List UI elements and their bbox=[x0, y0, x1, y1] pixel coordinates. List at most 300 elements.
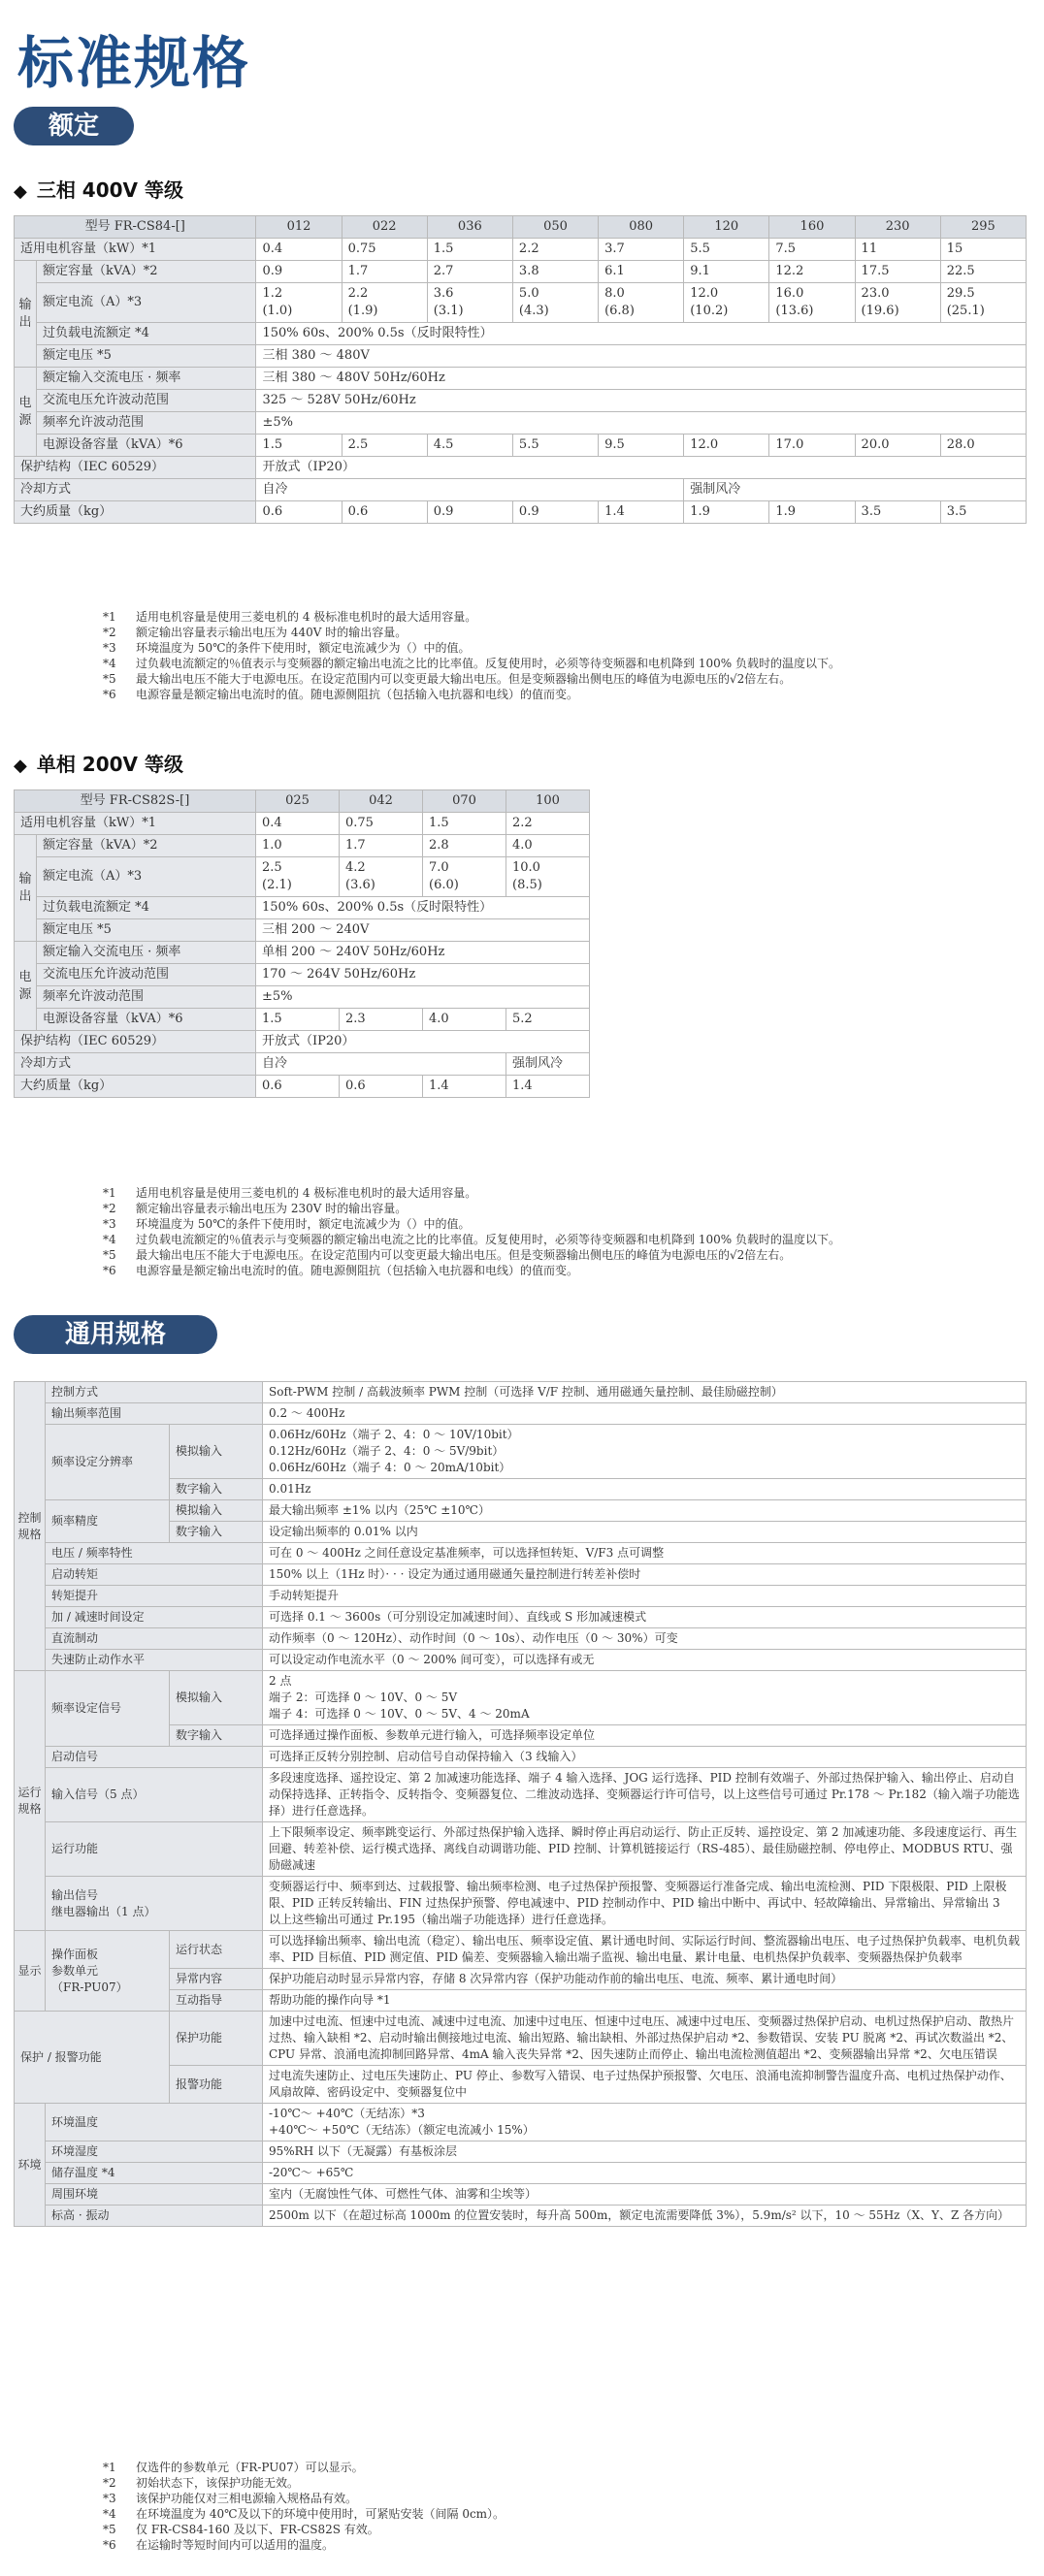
row-label: 适用电机容量（kW）*1 bbox=[15, 239, 256, 261]
footnote-marker: *1 bbox=[103, 1186, 116, 1200]
footnote bbox=[97, 625, 840, 640]
footnote-marker: *5 bbox=[103, 1248, 116, 1262]
table-row bbox=[15, 1931, 1027, 1969]
row-label: 保护结构（IEC 60529） bbox=[15, 457, 256, 479]
table-cell: 三相 380 ～ 480V bbox=[256, 345, 1027, 368]
table-cell: 2.8 bbox=[423, 835, 506, 857]
group-label: 显示 bbox=[15, 1931, 46, 2012]
table-cell: 9.5 bbox=[599, 435, 684, 457]
row-label: 模拟输入 bbox=[170, 1671, 263, 1725]
footnote bbox=[97, 2491, 505, 2506]
row-label: 额定电压 *5 bbox=[37, 345, 256, 368]
row-label: 操作面板 参数单元 （FR-PU07） bbox=[46, 1931, 170, 2012]
table-cell: 150% 60s、200% 0.5s（反时限特性） bbox=[256, 323, 1027, 345]
row-label: 交流电压允许波动范围 bbox=[37, 964, 256, 986]
row-label: 额定电流（A）*3 bbox=[37, 857, 256, 897]
row-value: 95%RH 以下（无凝露）有基板涂层 bbox=[263, 2141, 1027, 2163]
row-value: 设定输出频率的 0.01% 以内 bbox=[263, 1522, 1027, 1543]
table-row bbox=[15, 239, 1027, 261]
footnote-text: 适用电机容量是使用三菱电机的 4 极标准电机时的最大适用容量。 bbox=[136, 610, 477, 624]
footnote-text: 最大输出电压不能大于电源电压。在设定范围内可以变更最大输出电压。但是变频器输出侧电压的峰值为电源电压的√2倍左右。 bbox=[136, 1248, 792, 1262]
footnote bbox=[97, 1201, 840, 1216]
table-row bbox=[15, 1877, 1027, 1931]
row-value: 变频器运行中、频率到达、过载报警、输出频率检测、电子过热保护预报警、变频器运行准备完成、输出电流检测、PID 下限极限、PID 上限极限、PID 正转反转输出、FIN 过热保护预警、停电减速中、PID 控制动作中、PID 输出中断中、再试中、轻故障输出、异常输出、异常输出 3 以上这些输出可通过 Pr.195（输出端子功能选择）进行任意选择。 bbox=[263, 1877, 1027, 1931]
row-label: 控制方式 bbox=[46, 1382, 263, 1403]
row-label: 频率设定分辨率 bbox=[46, 1425, 170, 1500]
table-row bbox=[15, 2104, 1027, 2141]
footnote-marker: *2 bbox=[103, 1202, 116, 1215]
table-cell: 1.9 bbox=[684, 501, 769, 524]
footnote bbox=[97, 1263, 840, 1278]
model-header: 型号 FR-CS84-[] bbox=[15, 216, 256, 239]
table-cell: 0.6 bbox=[342, 501, 427, 524]
row-label: 冷却方式 bbox=[15, 479, 256, 501]
table-header-row bbox=[15, 216, 1027, 239]
footnote-text: 过负载电流额定的％值表示与变频器的额定输出电流之比的比率值。反复使用时，必须等待变频器和电机降到 100% 负载时的温度以下。 bbox=[136, 1233, 840, 1246]
footnote-text: 环境温度为 50℃的条件下使用时，额定电流减少为（）中的值。 bbox=[136, 1217, 471, 1231]
section-general-badge bbox=[14, 1315, 217, 1354]
notes-general bbox=[97, 2460, 505, 2553]
table-cell: 4.0 bbox=[423, 1009, 506, 1031]
footnote bbox=[97, 2522, 505, 2537]
table-cell: 1.9 bbox=[769, 501, 855, 524]
table-row bbox=[15, 1671, 1027, 1725]
row-label: 额定容量（kVA）*2 bbox=[37, 835, 256, 857]
table-row bbox=[15, 390, 1027, 412]
table-cell: 3.5 bbox=[855, 501, 940, 524]
table-cell: 325 ～ 528V 50Hz/60Hz bbox=[256, 390, 1027, 412]
row-value: Soft-PWM 控制 / 高载波频率 PWM 控制（可选择 V/F 控制、通用磁通矢量控制、最佳励磁控制） bbox=[263, 1382, 1027, 1403]
row-label: 电源设备容量（kVA）*6 bbox=[37, 435, 256, 457]
row-label: 冷却方式 bbox=[15, 1053, 256, 1076]
footnote-marker: *1 bbox=[103, 2461, 116, 2474]
row-label: 适用电机容量（kW）*1 bbox=[15, 813, 256, 835]
table-cell: 1.2 (1.0) bbox=[256, 283, 342, 323]
table-cell: 170 ～ 264V 50Hz/60Hz bbox=[256, 964, 590, 986]
row-label: 额定输入交流电压 · 频率 bbox=[37, 942, 256, 964]
row-value: 加速中过电流、恒速中过电流、减速中过电流、加速中过电压、恒速中过电压、减速中过电压、变频器过热保护启动、电机过热保护启动、散热片过热、输入缺相 *2、启动时输出侧接地过电流、输出短路、输出缺相、外部过热保护启动 *2、参数错误、安装 PU 脱离 *2、再试次数溢出 *2、CPU 异常、浪涌电流抑制回路异常、4mA 输入丧失异常 *2、因失速防止而停止、输出电流检测值超出 *2、变频器输出异常 *2、欠电压错误 bbox=[263, 2012, 1027, 2066]
table-row bbox=[15, 1382, 1027, 1403]
row-label: 标高 · 振动 bbox=[46, 2206, 263, 2227]
table-cell: 23.0 (19.6) bbox=[855, 283, 940, 323]
row-value: 多段速度选择、遥控设定、第 2 加减速功能选择、端子 4 输入选择、JOG 运行选择、PID 控制有效端子、外部过热保护输入、输出停止、启动自动保持选择、正转指令、反转指令、变频器复位、二维波动选择、变频器运行许可信号，以上这些信号可通过 Pr.178 ～ Pr.182（输入端子功能选择）进行任意选择。 bbox=[263, 1768, 1027, 1822]
row-label: 报警功能 bbox=[170, 2066, 263, 2104]
row-label: 互动指导 bbox=[170, 1990, 263, 2012]
table-row bbox=[15, 1586, 1027, 1607]
footnote bbox=[97, 2475, 505, 2491]
table-row bbox=[15, 2163, 1027, 2184]
table-cell: 2.5 (2.1) bbox=[256, 857, 340, 897]
row-label: 失速防止动作水平 bbox=[46, 1650, 263, 1671]
section-rated-label: 额定 bbox=[48, 112, 99, 141]
table-row bbox=[15, 1403, 1027, 1425]
table-cell: 12.2 bbox=[769, 261, 855, 283]
table-cell: 2.5 bbox=[342, 435, 427, 457]
table-row bbox=[15, 1543, 1027, 1564]
table-row bbox=[15, 1053, 590, 1076]
row-value: 150% 以上（1Hz 时）· · · 设定为通过通用磁通矢量控制进行转差补偿时 bbox=[263, 1564, 1027, 1586]
table-cell: 三相 380 ～ 480V 50Hz/60Hz bbox=[256, 368, 1027, 390]
model-column-header: 022 bbox=[342, 216, 427, 239]
row-label: 模拟输入 bbox=[170, 1425, 263, 1479]
table-cell: 1.5 bbox=[423, 813, 506, 835]
heading-400v bbox=[14, 175, 183, 203]
group-label: 控制规格 bbox=[15, 1382, 46, 1671]
row-label: 环境温度 bbox=[46, 2104, 263, 2141]
table-cell: 20.0 bbox=[855, 435, 940, 457]
row-value: 0.06Hz/60Hz（端子 2、4：0 ～ 10V/10bit） 0.12Hz/60Hz（端子 2、4：0 ～ 5V/9bit） 0.06Hz/60Hz（端子 4：0 ～ 20mA/10bit） bbox=[263, 1425, 1027, 1479]
footnote-text: 额定输出容量表示输出电压为 230V 时的输出容量。 bbox=[136, 1202, 408, 1215]
model-column-header: 080 bbox=[599, 216, 684, 239]
model-column-header: 070 bbox=[423, 790, 506, 813]
table-row bbox=[15, 2184, 1027, 2206]
row-value: 0.01Hz bbox=[263, 1479, 1027, 1500]
footnote bbox=[97, 1232, 840, 1247]
table-row bbox=[15, 1650, 1027, 1671]
table-row bbox=[15, 261, 1027, 283]
diamond-icon: ◆ bbox=[14, 756, 27, 776]
footnote-marker: *4 bbox=[103, 657, 116, 670]
row-label: 额定输入交流电压 · 频率 bbox=[37, 368, 256, 390]
footnote-text: 额定输出容量表示输出电压为 440V 时的输出容量。 bbox=[136, 626, 408, 639]
table-row bbox=[15, 1822, 1027, 1877]
row-value: 保护功能启动时显示异常内容，存储 8 次异常内容（保护功能动作前的输出电压、电流、频率、累计通电时间） bbox=[263, 1969, 1027, 1990]
footnote-marker: *6 bbox=[103, 688, 116, 701]
table-row bbox=[15, 1564, 1027, 1586]
row-value: 可以设定动作电流水平（0 ～ 200% 间可变），可以选择有或无 bbox=[263, 1650, 1027, 1671]
table-cell: 0.75 bbox=[342, 239, 427, 261]
footnote-marker: *6 bbox=[103, 2538, 116, 2552]
table-cell: 0.75 bbox=[340, 813, 423, 835]
row-value: 可在 0 ～ 400Hz 之间任意设定基准频率，可以选择恒转矩、V/F3 点可调整 bbox=[263, 1543, 1027, 1564]
footnote bbox=[97, 2537, 505, 2553]
table-row bbox=[15, 835, 590, 857]
table-cell: 1.5 bbox=[256, 435, 342, 457]
footnote bbox=[97, 687, 840, 702]
table-cell: 1.0 bbox=[256, 835, 340, 857]
group-label: 运行规格 bbox=[15, 1671, 46, 1931]
footnote-marker: *4 bbox=[103, 1233, 116, 1246]
row-value: 0.2 ～ 400Hz bbox=[263, 1403, 1027, 1425]
row-value: -10℃～ +40℃（无结冻）*3 +40℃～ +50℃（无结冻）（额定电流减小 15%） bbox=[263, 2104, 1027, 2141]
row-label: 频率精度 bbox=[46, 1500, 170, 1543]
table-cell: 9.1 bbox=[684, 261, 769, 283]
row-value: 2500m 以下（在超过标高 1000m 的位置安装时，每升高 500m，额定电流需要降低 3%），5.9m/s² 以下，10 ～ 55Hz（X、Y、Z 各方向） bbox=[263, 2206, 1027, 2227]
table-row bbox=[15, 1607, 1027, 1628]
table-row bbox=[15, 813, 590, 835]
table-cell: 开放式（IP20） bbox=[256, 457, 1027, 479]
row-label: 额定电流（A）*3 bbox=[37, 283, 256, 323]
footnote-marker: *2 bbox=[103, 2476, 116, 2490]
model-column-header: 160 bbox=[769, 216, 855, 239]
row-value: 帮助功能的操作向导 *1 bbox=[263, 1990, 1027, 2012]
table-cell: 2.2 bbox=[512, 239, 598, 261]
group-label: 输出 bbox=[15, 835, 37, 942]
row-label: 模拟输入 bbox=[170, 1500, 263, 1522]
footnote bbox=[97, 1247, 840, 1263]
table-cell: 单相 200 ～ 240V 50Hz/60Hz bbox=[256, 942, 590, 964]
row-label: 额定电压 *5 bbox=[37, 919, 256, 942]
table-cell: 28.0 bbox=[940, 435, 1026, 457]
table-cell: 3.6 (3.1) bbox=[427, 283, 512, 323]
row-label: 过负载电流额定 *4 bbox=[37, 323, 256, 345]
table-cell: 0.6 bbox=[256, 1076, 340, 1098]
table-row bbox=[15, 1076, 590, 1098]
table-cell: 0.9 bbox=[427, 501, 512, 524]
row-value: 室内（无腐蚀性气体、可燃性气体、油雾和尘埃等） bbox=[263, 2184, 1027, 2206]
table-cell: 0.9 bbox=[512, 501, 598, 524]
table-cell: 强制风冷 bbox=[506, 1053, 590, 1076]
footnote bbox=[97, 2506, 505, 2522]
row-label: 交流电压允许波动范围 bbox=[37, 390, 256, 412]
footnote bbox=[97, 2460, 505, 2475]
row-label: 启动转矩 bbox=[46, 1564, 263, 1586]
table-cell: 22.5 bbox=[940, 261, 1026, 283]
model-column-header: 012 bbox=[256, 216, 342, 239]
footnote-text: 仅 FR-CS84-160 及以下、FR-CS82S 有效。 bbox=[136, 2523, 379, 2536]
footnote-marker: *3 bbox=[103, 2492, 116, 2505]
footnote-text: 电源容量是额定输出电流时的值。随电源侧阻抗（包括输入电抗器和电线）的值而变。 bbox=[136, 1264, 579, 1277]
row-label: 过负载电流额定 *4 bbox=[37, 897, 256, 919]
table-cell: 12.0 (10.2) bbox=[684, 283, 769, 323]
table-row bbox=[15, 1009, 590, 1031]
table-cell: 开放式（IP20） bbox=[256, 1031, 590, 1053]
table-cell: 29.5 (25.1) bbox=[940, 283, 1026, 323]
footnote-text: 电源容量是额定输出电流时的值。随电源侧阻抗（包括输入电抗器和电线）的值而变。 bbox=[136, 688, 579, 701]
table-cell: 2.2 (1.9) bbox=[342, 283, 427, 323]
table-row bbox=[15, 479, 1027, 501]
footnote-marker: *2 bbox=[103, 626, 116, 639]
table-row bbox=[15, 1768, 1027, 1822]
row-label: 参数单元 （FR-PU07） bbox=[51, 1963, 128, 1994]
table-row bbox=[15, 1747, 1027, 1768]
row-value: 2 点 端子 2：可选择 0 ～ 10V、0 ～ 5V 端子 4：可选择 0 ～ 10V、0 ～ 5V、4 ～ 20mA bbox=[263, 1671, 1027, 1725]
table-row bbox=[15, 501, 1027, 524]
row-value: 过电流失速防止、过电压失速防止、PU 停止、参数写入错误、电子过热保护预报警、欠电压、浪涌电流抑制警告温度升高、电机过热保护动作、风扇故障、密码设定中、变频器复位中 bbox=[263, 2066, 1027, 2104]
table-cell: 三相 200 ～ 240V bbox=[256, 919, 590, 942]
table-cell: 1.4 bbox=[423, 1076, 506, 1098]
footnote-marker: *5 bbox=[103, 2523, 116, 2536]
table-row bbox=[15, 435, 1027, 457]
table-cell: 7.0 (6.0) bbox=[423, 857, 506, 897]
table-cell: 3.5 bbox=[940, 501, 1026, 524]
table-row bbox=[15, 1031, 590, 1053]
model-column-header: 036 bbox=[427, 216, 512, 239]
table-cell: 0.9 bbox=[256, 261, 342, 283]
notes-200v bbox=[97, 1185, 840, 1278]
row-value: 可选择正反转分别控制、启动信号自动保持输入（3 线输入） bbox=[263, 1747, 1027, 1768]
table-cell: 3.7 bbox=[599, 239, 684, 261]
row-label: 异常内容 bbox=[170, 1969, 263, 1990]
model-column-header: 295 bbox=[940, 216, 1026, 239]
table-row bbox=[15, 412, 1027, 435]
row-label: 启动信号 bbox=[46, 1747, 263, 1768]
row-value: 最大输出频率 ±1% 以内（25℃ ±10℃） bbox=[263, 1500, 1027, 1522]
table-cell: 1.4 bbox=[599, 501, 684, 524]
table-cell: 12.0 bbox=[684, 435, 769, 457]
footnote-text: 该保护功能仅对三相电源输入规格品有效。 bbox=[136, 2492, 358, 2505]
row-label: 输出信号 继电器输出（1 点） bbox=[46, 1877, 263, 1931]
footnote-marker: *6 bbox=[103, 1264, 116, 1277]
model-column-header: 100 bbox=[506, 790, 590, 813]
table-row bbox=[15, 1425, 1027, 1479]
row-label: 保护结构（IEC 60529） bbox=[15, 1031, 256, 1053]
table-cell: 11 bbox=[855, 239, 940, 261]
table-cell: 2.3 bbox=[340, 1009, 423, 1031]
footnote bbox=[97, 609, 840, 625]
footnote bbox=[97, 656, 840, 671]
heading-200v-text: 单相 200V 等级 bbox=[36, 753, 183, 776]
table-cell: 6.1 bbox=[599, 261, 684, 283]
row-label: 大约质量（kg） bbox=[15, 501, 256, 524]
model-column-header: 230 bbox=[855, 216, 940, 239]
table-cell: 17.5 bbox=[855, 261, 940, 283]
table-row bbox=[15, 857, 590, 897]
row-label: 保护功能 bbox=[170, 2012, 263, 2066]
row-label: 环境湿度 bbox=[46, 2141, 263, 2163]
table-row bbox=[15, 942, 590, 964]
group-label: 保护 / 报警功能 bbox=[15, 2012, 170, 2104]
model-column-header: 025 bbox=[256, 790, 340, 813]
footnote-text: 仅选件的参数单元（FR-PU07）可以显示。 bbox=[136, 2461, 364, 2474]
diamond-icon: ◆ bbox=[14, 181, 27, 202]
table-cell: 2.7 bbox=[427, 261, 512, 283]
row-label: 输入信号（5 点） bbox=[46, 1768, 263, 1822]
table-header-row bbox=[15, 790, 590, 813]
footnote-text: 适用电机容量是使用三菱电机的 4 极标准电机时的最大适用容量。 bbox=[136, 1186, 477, 1200]
row-value: 上下限频率设定、频率跳变运行、外部过热保护输入选择、瞬时停止再启动运行、防止正反转、遥控设定、第 2 加减速功能、多段速度运行、再生回避、转差补偿、运行模式选择、离线自动调谐功能、PID 控制、计算机链接运行（RS-485）、最佳励磁控制、停电停止、MODBUS RTU、强励磁减速 bbox=[263, 1822, 1027, 1877]
table-cell: 5.2 bbox=[506, 1009, 590, 1031]
table-row bbox=[15, 323, 1027, 345]
row-label: 数字输入 bbox=[170, 1479, 263, 1500]
row-label: 电源设备容量（kVA）*6 bbox=[37, 1009, 256, 1031]
table-cell: 0.6 bbox=[340, 1076, 423, 1098]
model-column-header: 050 bbox=[512, 216, 598, 239]
row-value: 动作频率（0 ～ 120Hz）、动作时间（0 ～ 10s）、动作电压（0 ～ 30%）可变 bbox=[263, 1628, 1027, 1650]
table-cell: ±5% bbox=[256, 986, 590, 1009]
footnote-marker: *5 bbox=[103, 672, 116, 686]
table-row bbox=[15, 1628, 1027, 1650]
row-label: 转矩提升 bbox=[46, 1586, 263, 1607]
model-header: 型号 FR-CS82S-[] bbox=[15, 790, 256, 813]
row-label: 直流制动 bbox=[46, 1628, 263, 1650]
table-row bbox=[15, 283, 1027, 323]
row-label: 大约质量（kg） bbox=[15, 1076, 256, 1098]
table-row bbox=[15, 2012, 1027, 2066]
row-value: 可以选择输出频率、输出电流（稳定）、输出电压、频率设定值、累计通电时间、实际运行时间、整流器输出电压、电子过热保护负载率、电机负载率、PID 目标值、PID 测定值、PID 偏差、变频器输入输出端子监视、输出电量、累计电量、电机热保护负载率、变频器热保护负载率 bbox=[263, 1931, 1027, 1969]
table-row bbox=[15, 897, 590, 919]
table-row bbox=[15, 964, 590, 986]
row-label: 频率设定信号 bbox=[46, 1671, 170, 1747]
row-label: 加 / 减速时间设定 bbox=[46, 1607, 263, 1628]
table-cell: 2.2 bbox=[506, 813, 590, 835]
table-cell: 强制风冷 bbox=[684, 479, 1027, 501]
group-label: 电源 bbox=[15, 942, 37, 1031]
footnote-text: 环境温度为 50℃的条件下使用时，额定电流减少为（）中的值。 bbox=[136, 641, 471, 655]
table-cell: 0.6 bbox=[256, 501, 342, 524]
row-value: 可选择 0.1 ～ 3600s（可分别设定加减速时间）、直线或 S 形加减速模式 bbox=[263, 1607, 1027, 1628]
footnote-text: 最大输出电压不能大于电源电压。在设定范围内可以变更最大输出电压。但是变频器输出侧电压的峰值为电源电压的√2倍左右。 bbox=[136, 672, 792, 686]
footnote bbox=[97, 1216, 840, 1232]
table-cell: 5.5 bbox=[684, 239, 769, 261]
table-cell: 自冷 bbox=[256, 1053, 506, 1076]
heading-400v-text: 三相 400V 等级 bbox=[36, 178, 183, 202]
table-cell: 5.5 bbox=[512, 435, 598, 457]
table-cell: 10.0 (8.5) bbox=[506, 857, 590, 897]
row-label: 电压 / 频率特性 bbox=[46, 1543, 263, 1564]
footnote bbox=[97, 640, 840, 656]
table-row bbox=[15, 457, 1027, 479]
footnote-marker: *3 bbox=[103, 641, 116, 655]
table-cell: 自冷 bbox=[256, 479, 684, 501]
table-general bbox=[14, 1381, 1027, 2227]
row-label: 数字输入 bbox=[170, 1725, 263, 1747]
footnote bbox=[97, 1185, 840, 1201]
table-cell: 15 bbox=[940, 239, 1026, 261]
group-label: 环境 bbox=[15, 2104, 46, 2227]
row-label: 数字输入 bbox=[170, 1522, 263, 1543]
table-cell: 16.0 (13.6) bbox=[769, 283, 855, 323]
row-label: 周围环境 bbox=[46, 2184, 263, 2206]
table-cell: 0.4 bbox=[256, 813, 340, 835]
footnote-marker: *3 bbox=[103, 1217, 116, 1231]
table-cell: 5.0 (4.3) bbox=[512, 283, 598, 323]
footnote-text: 初始状态下，该保护功能无效。 bbox=[136, 2476, 300, 2490]
table-row bbox=[15, 919, 590, 942]
table-cell: 4.0 bbox=[506, 835, 590, 857]
table-cell: 1.7 bbox=[342, 261, 427, 283]
table-cell: 1.5 bbox=[427, 239, 512, 261]
model-column-header: 042 bbox=[340, 790, 423, 813]
table-cell: 8.0 (6.8) bbox=[599, 283, 684, 323]
heading-200v bbox=[14, 749, 183, 777]
footnote-marker: *4 bbox=[103, 2507, 116, 2521]
group-label: 电源 bbox=[15, 368, 37, 457]
row-label: 储存温度 *4 bbox=[46, 2163, 263, 2184]
table-cell: 1.7 bbox=[340, 835, 423, 857]
table-row bbox=[15, 2141, 1027, 2163]
table-cell: 4.5 bbox=[427, 435, 512, 457]
row-label: 输出频率范围 bbox=[46, 1403, 263, 1425]
table-cell: 1.5 bbox=[256, 1009, 340, 1031]
row-label: 额定容量（kVA）*2 bbox=[37, 261, 256, 283]
table-cell: ±5% bbox=[256, 412, 1027, 435]
row-label: 运行状态 bbox=[170, 1931, 263, 1969]
table-cell: 3.8 bbox=[512, 261, 598, 283]
table-cell: 0.4 bbox=[256, 239, 342, 261]
table-400v bbox=[14, 215, 1027, 524]
table-row bbox=[15, 1500, 1027, 1522]
page-title: 标准规格 bbox=[17, 30, 251, 96]
table-row bbox=[15, 345, 1027, 368]
row-label: 频率允许波动范围 bbox=[37, 986, 256, 1009]
row-label: 运行功能 bbox=[46, 1822, 263, 1877]
table-row bbox=[15, 368, 1027, 390]
model-column-header: 120 bbox=[684, 216, 769, 239]
table-cell: 1.4 bbox=[506, 1076, 590, 1098]
footnote-text: 过负载电流额定的％值表示与变频器的额定输出电流之比的比率值。反复使用时，必须等待变频器和电机降到 100% 负载时的温度以下。 bbox=[136, 657, 840, 670]
table-200v bbox=[14, 789, 590, 1098]
table-cell: 17.0 bbox=[769, 435, 855, 457]
table-cell: 4.2 (3.6) bbox=[340, 857, 423, 897]
table-row bbox=[15, 986, 590, 1009]
table-cell: 150% 60s、200% 0.5s（反时限特性） bbox=[256, 897, 590, 919]
row-value: 手动转矩提升 bbox=[263, 1586, 1027, 1607]
group-label: 输出 bbox=[15, 261, 37, 368]
row-value: 可选择通过操作面板、参数单元进行输入，可选择频率设定单位 bbox=[263, 1725, 1027, 1747]
notes-400v bbox=[97, 609, 840, 702]
section-rated-badge bbox=[14, 107, 134, 145]
